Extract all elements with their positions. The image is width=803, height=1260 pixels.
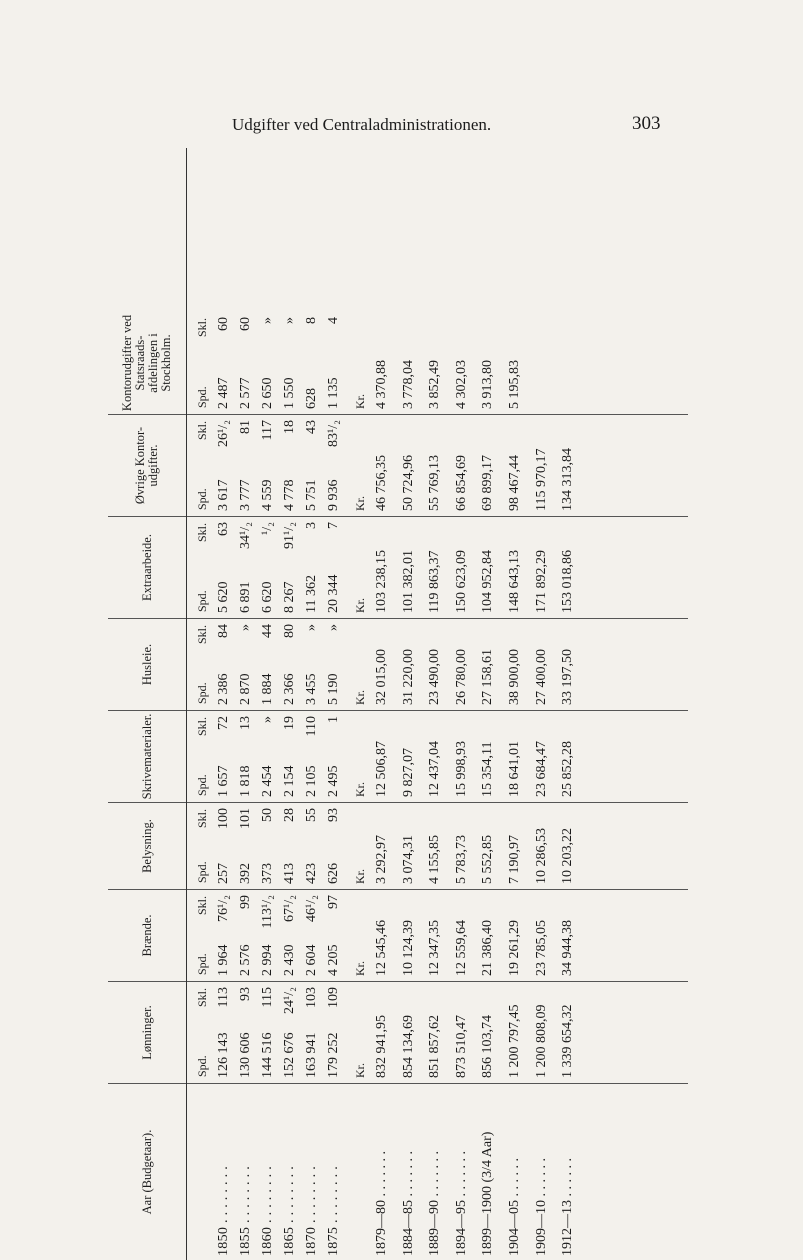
skl-value: 67¹/₂ (282, 895, 297, 922)
year-label: 1904—05 . . . . . . (506, 1158, 522, 1256)
spd-value: 3 617 (216, 479, 231, 511)
table-cell (323, 415, 345, 516)
table-cell (257, 312, 279, 414)
year-label: 1912—13 . . . . . . (560, 1158, 576, 1256)
table-cell: 1 200 797,45 (506, 1004, 522, 1078)
spd-skl-subheader (187, 415, 213, 516)
table-cell (301, 312, 323, 414)
table-cell (279, 982, 301, 1083)
table-cell (279, 415, 301, 516)
table-cell (257, 415, 279, 516)
skl-label: Skl. (195, 896, 209, 916)
skl-value: 26¹/₂ (216, 420, 231, 447)
kr-unit-label: Kr. (353, 690, 367, 705)
husleie-column (187, 618, 688, 710)
spd-value: 179 252 (326, 1032, 341, 1078)
spd-skl-subheader (187, 619, 213, 710)
extraarbeide-column (187, 516, 688, 618)
braende-column (187, 889, 688, 981)
spd-label: Spd. (195, 774, 209, 796)
kr-unit-label: Kr. (353, 961, 367, 976)
spd-value: 2 454 (260, 765, 275, 797)
spd-value: 130 606 (238, 1032, 253, 1078)
spd-skl-subheader (187, 517, 213, 618)
year-label: 1860 . . . . . . . . (260, 1166, 275, 1256)
col-header-husleie: Husleie. (108, 618, 186, 710)
table-cell (213, 982, 235, 1083)
year-column (187, 1083, 688, 1260)
table-cell: 832 941,95 (374, 1015, 389, 1078)
spd-value: 6 620 (260, 581, 275, 613)
table-cell: 26 780,00 (453, 649, 469, 705)
table-cell (213, 312, 235, 414)
table-cell (301, 517, 323, 618)
table-cell: 32 015,00 (374, 649, 389, 705)
col-header-braende: Brænde. (108, 889, 186, 981)
skl-label: Skl. (195, 809, 209, 829)
skl-value: 80 (282, 624, 297, 638)
spd-value: 2 495 (326, 765, 341, 797)
kr-unit-label: Kr. (353, 782, 367, 797)
ovrige-column (187, 414, 688, 516)
table-cell: 103 238,15 (374, 550, 389, 613)
table-cell: 34 944,38 (560, 920, 576, 976)
skl-label: Skl. (195, 421, 209, 441)
year-label: 1879—80 . . . . . . . (374, 1151, 389, 1256)
skl-value: 3 (304, 522, 319, 529)
skl-value: 44 (260, 624, 275, 638)
table-cell: 5 783,73 (453, 835, 469, 884)
skl-value: 81 (238, 420, 253, 434)
table-cell: 851 857,62 (427, 1015, 443, 1078)
table-cell: 98 467,44 (506, 455, 522, 511)
spd-value: 628 (304, 388, 319, 409)
table-cell (235, 517, 257, 618)
kr-unit-label: Kr. (353, 394, 367, 409)
table-cell: 3 292,97 (374, 835, 389, 884)
spd-value: 1 884 (260, 673, 275, 705)
table-cell: 25 852,28 (560, 741, 576, 797)
spd-value: 2 105 (304, 765, 319, 797)
skl-value: 7 (326, 522, 341, 529)
skl-value: 83¹/₂ (326, 420, 341, 447)
table-cell: 4 302,03 (453, 360, 469, 409)
year-label: 1875 . . . . . . . . (326, 1166, 341, 1256)
spd-value: 163 941 (304, 1032, 319, 1078)
spd-value: 2 577 (238, 377, 253, 409)
spd-value: 2 604 (304, 944, 319, 976)
table-cell (301, 415, 323, 516)
skl-label: Skl. (195, 523, 209, 543)
skl-label: Skl. (195, 717, 209, 737)
spd-value: 392 (238, 863, 253, 884)
col-header-ovrige: Øvrige Kontor- udgifter. (108, 414, 186, 516)
skl-value: 103 (304, 987, 319, 1008)
table-cell: 19 261,29 (506, 920, 522, 976)
spd-skl-subheader (187, 890, 213, 981)
table-cell: 23 684,47 (533, 741, 549, 797)
table-cell: 3 852,49 (427, 360, 443, 409)
spd-skl-subheader (187, 312, 213, 414)
spd-value: 2 366 (282, 673, 297, 705)
table-cell: 27 158,61 (480, 649, 496, 705)
table-cell: 23 785,05 (533, 920, 549, 976)
skl-label: Skl. (195, 988, 209, 1008)
table-cell: 101 382,01 (400, 550, 416, 613)
spd-value: 2 154 (282, 765, 297, 797)
skl-value: 109 (326, 987, 341, 1008)
year-label: 1855 . . . . . . . . (238, 1166, 253, 1256)
year-label: 1894—95 . . . . . . . (453, 1151, 469, 1256)
spd-label: Spd. (195, 682, 209, 704)
spd-value: 2 650 (260, 377, 275, 409)
skl-value: 13 (238, 716, 253, 730)
spd-label: Spd. (195, 953, 209, 975)
col-header-year: Aar (Budgetaar). (108, 1083, 186, 1260)
table-cell: 33 197,50 (560, 649, 576, 705)
col-header-skrivematerialer: Skrivematerialer. (108, 710, 186, 802)
skl-value: 101 (238, 808, 253, 829)
table-cell: 4 155,85 (427, 835, 443, 884)
spd-value: 5 751 (304, 479, 319, 511)
table-cell: 38 900,00 (506, 649, 522, 705)
col-header-stockholm: Kontorudgifter ved Statsraads- afdelingen i Stockholm. (120, 314, 173, 412)
skl-value: » (304, 624, 319, 631)
skl-value: 8 (304, 317, 319, 324)
table-cell (279, 803, 301, 889)
year-label: 1909—10 . . . . . . (533, 1158, 549, 1256)
skl-value: 19 (282, 716, 297, 730)
table-cell: 21 386,40 (480, 920, 496, 976)
table-cell (323, 890, 345, 981)
spd-value: 3 455 (304, 673, 319, 705)
skl-value: 91¹/₂ (282, 522, 297, 549)
table-cell: 3 913,80 (480, 360, 496, 409)
table-cell: 15 998,93 (453, 741, 469, 797)
table-cell (257, 711, 279, 802)
table-cell (213, 890, 235, 981)
spd-value: 5 190 (326, 673, 341, 705)
table-cell (323, 619, 345, 710)
table-cell: 7 190,97 (506, 835, 522, 884)
table-cell (301, 890, 323, 981)
stockholm-column (187, 312, 688, 414)
table-cell (279, 517, 301, 618)
table-cell (279, 312, 301, 414)
spd-label: Spd. (195, 386, 209, 408)
skl-value: 50 (260, 808, 275, 822)
spd-label: Spd. (195, 1055, 209, 1077)
table-cell: 10 203,22 (560, 828, 576, 884)
table-cell (257, 890, 279, 981)
skl-value: 46¹/₂ (304, 895, 319, 922)
spd-value: 413 (282, 863, 297, 884)
spd-label: Spd. (195, 590, 209, 612)
table-cell: 69 899,17 (480, 455, 496, 511)
skl-value: 76¹/₂ (216, 895, 231, 922)
table-cell: 18 641,01 (506, 741, 522, 797)
year-label: 1884—85 . . . . . . . (400, 1151, 416, 1256)
skl-value: » (260, 317, 275, 324)
skl-value: 4 (326, 317, 341, 324)
spd-value: 2 430 (282, 944, 297, 976)
spd-skl-subheader (187, 803, 213, 889)
kr-unit-label: Kr. (353, 869, 367, 884)
table-cell: 12 545,46 (374, 920, 389, 976)
table-cell (257, 517, 279, 618)
table-cell: 10 124,39 (400, 920, 416, 976)
spd-value: 2 386 (216, 673, 231, 705)
spd-value: 6 891 (238, 581, 253, 613)
skl-value: 63 (216, 522, 231, 536)
table-cell: 1 200 808,09 (533, 1004, 549, 1078)
skl-value: 97 (326, 895, 341, 909)
table-cell: 1 339 654,32 (560, 1004, 576, 1078)
table-cell (323, 517, 345, 618)
table-body (187, 148, 688, 1260)
table-cell: 9 827,07 (400, 748, 416, 797)
spd-value: 1 818 (238, 765, 253, 797)
header-spacer (187, 1084, 213, 1260)
spd-value: 1 550 (282, 377, 297, 409)
skl-value: » (260, 716, 275, 723)
spd-skl-subheader (187, 982, 213, 1083)
spd-value: 373 (260, 863, 275, 884)
table-cell: 5 552,85 (480, 835, 496, 884)
table-cell (235, 619, 257, 710)
kr-unit-label: Kr. (353, 1063, 367, 1078)
spd-label: Spd. (195, 861, 209, 883)
table-cell (235, 415, 257, 516)
spd-value: 1 135 (326, 377, 341, 409)
skl-value: 93 (326, 808, 341, 822)
spd-value: 1 964 (216, 944, 231, 976)
spd-value: 257 (216, 863, 231, 884)
spd-value: 4 559 (260, 479, 275, 511)
spd-value: 152 676 (282, 1032, 297, 1078)
table-cell (301, 803, 323, 889)
year-label: 1889—90 . . . . . . . (427, 1151, 443, 1256)
skl-value: 110 (304, 716, 319, 737)
spd-skl-subheader (187, 711, 213, 802)
table-cell: 10 286,53 (533, 828, 549, 884)
table-cell: 148 643,13 (506, 550, 522, 613)
skl-value: 113 (216, 987, 231, 1008)
table-cell (279, 890, 301, 981)
skl-value: 1 (326, 716, 341, 723)
spd-value: 1 657 (216, 765, 231, 797)
spd-value: 626 (326, 863, 341, 884)
year-label: 1865 . . . . . . . . (282, 1166, 297, 1256)
spd-value: 144 516 (260, 1032, 275, 1078)
spd-value: 2 994 (260, 944, 275, 976)
skl-value: 113¹/₂ (260, 895, 275, 929)
table-cell: 27 400,00 (533, 649, 549, 705)
year-label: 1870 . . . . . . . . (304, 1166, 319, 1256)
table-cell (301, 711, 323, 802)
table-cell: 115 970,17 (533, 448, 549, 511)
col-header-belysning: Belysning. (108, 802, 186, 889)
table-cell (301, 982, 323, 1083)
year-label: 1850 . . . . . . . . (216, 1166, 231, 1256)
kr-unit-label: Kr. (353, 496, 367, 511)
skl-value: 115 (260, 987, 275, 1008)
table-cell: 12 506,87 (374, 741, 389, 797)
skl-value: 24¹/₂ (282, 987, 297, 1014)
spd-value: 3 777 (238, 479, 253, 511)
spd-value: 4 205 (326, 944, 341, 976)
skl-value: 34¹/₂ (238, 522, 253, 549)
spd-value: 4 778 (282, 479, 297, 511)
table-cell: 55 769,13 (427, 455, 443, 511)
table-cell: 854 134,69 (400, 1015, 416, 1078)
col-header-extraarbeide: Extraarbeide. (108, 516, 186, 618)
table-cell (257, 803, 279, 889)
skl-label: Skl. (195, 625, 209, 645)
table-cell (257, 982, 279, 1083)
table-cell: 104 952,84 (480, 550, 496, 613)
skl-value: ¹/₂ (260, 522, 275, 535)
skl-value: 117 (260, 420, 275, 441)
spd-label: Spd. (195, 488, 209, 510)
spd-value: 2 487 (216, 377, 231, 409)
table-cell (301, 619, 323, 710)
skl-value: 18 (282, 420, 297, 434)
table-cell: 5 195,83 (506, 360, 522, 409)
skl-value: » (282, 317, 297, 324)
skl-value: » (238, 624, 253, 631)
table-cell: 153 018,86 (560, 550, 576, 613)
kr-unit-label: Kr. (353, 598, 367, 613)
spd-value: 5 620 (216, 581, 231, 613)
expenditure-table (108, 148, 688, 1260)
table-cell (257, 619, 279, 710)
table-cell (235, 312, 257, 414)
table-cell: 23 490,00 (427, 649, 443, 705)
table-cell (213, 517, 235, 618)
spd-value: 2 870 (238, 673, 253, 705)
year-label: 1899—1900 (3/4 Aar) (480, 1131, 496, 1256)
table-cell (323, 803, 345, 889)
spd-value: 2 576 (238, 944, 253, 976)
table-cell: 50 724,96 (400, 455, 416, 511)
skl-value: » (326, 624, 341, 631)
table-header-row (108, 148, 187, 1260)
table-cell: 12 437,04 (427, 741, 443, 797)
spd-value: 8 267 (282, 581, 297, 613)
spd-value: 9 936 (326, 479, 341, 511)
table-cell: 12 347,35 (427, 920, 443, 976)
skl-value: 28 (282, 808, 297, 822)
table-cell (213, 803, 235, 889)
table-cell (235, 890, 257, 981)
skl-value: 100 (216, 808, 231, 829)
table-cell (235, 711, 257, 802)
skl-value: 60 (216, 317, 231, 331)
skl-value: 99 (238, 895, 253, 909)
table-cell: 66 854,69 (453, 455, 469, 511)
skl-value: 60 (238, 317, 253, 331)
table-cell (323, 982, 345, 1083)
page-header-title: Udgifter ved Centraladministrationen. (232, 115, 492, 134)
table-cell: 4 370,88 (374, 360, 389, 409)
table-cell (235, 803, 257, 889)
table-cell (213, 415, 235, 516)
spd-value: 11 362 (304, 575, 319, 613)
spd-value: 20 344 (326, 574, 341, 613)
table-cell: 873 510,47 (453, 1015, 469, 1078)
table-cell: 134 313,84 (560, 448, 576, 511)
table-cell (279, 711, 301, 802)
table-cell (323, 711, 345, 802)
skl-label: Skl. (195, 318, 209, 338)
table-cell: 31 220,00 (400, 649, 416, 705)
table-cell: 3 074,31 (400, 835, 416, 884)
spd-value: 423 (304, 863, 319, 884)
table-cell: 119 863,37 (427, 550, 443, 613)
table-cell (323, 312, 345, 414)
table-cell (213, 619, 235, 710)
page-number: 303 (632, 113, 661, 134)
table-cell: 3 778,04 (400, 360, 416, 409)
table-cell (235, 982, 257, 1083)
skl-value: 43 (304, 420, 319, 434)
table-cell (279, 619, 301, 710)
table-cell: 46 756,35 (374, 455, 389, 511)
table-cell: 15 354,11 (480, 741, 496, 797)
skl-value: 72 (216, 716, 231, 730)
lonninger-column (187, 981, 688, 1083)
skl-value: 55 (304, 808, 319, 822)
spd-value: 126 143 (216, 1032, 231, 1078)
skl-value: 84 (216, 624, 231, 638)
belysning-column (187, 802, 688, 889)
unit-spacer (351, 1084, 369, 1260)
table-cell: 171 892,29 (533, 550, 549, 613)
skl-value: 93 (238, 987, 253, 1001)
table-cell (213, 711, 235, 802)
skrivematerialer-column (187, 710, 688, 802)
table-cell: 12 559,64 (453, 920, 469, 976)
col-header-lonninger: Lønninger. (108, 981, 186, 1083)
table-cell: 150 623,09 (453, 550, 469, 613)
table-cell: 856 103,74 (480, 1015, 496, 1078)
